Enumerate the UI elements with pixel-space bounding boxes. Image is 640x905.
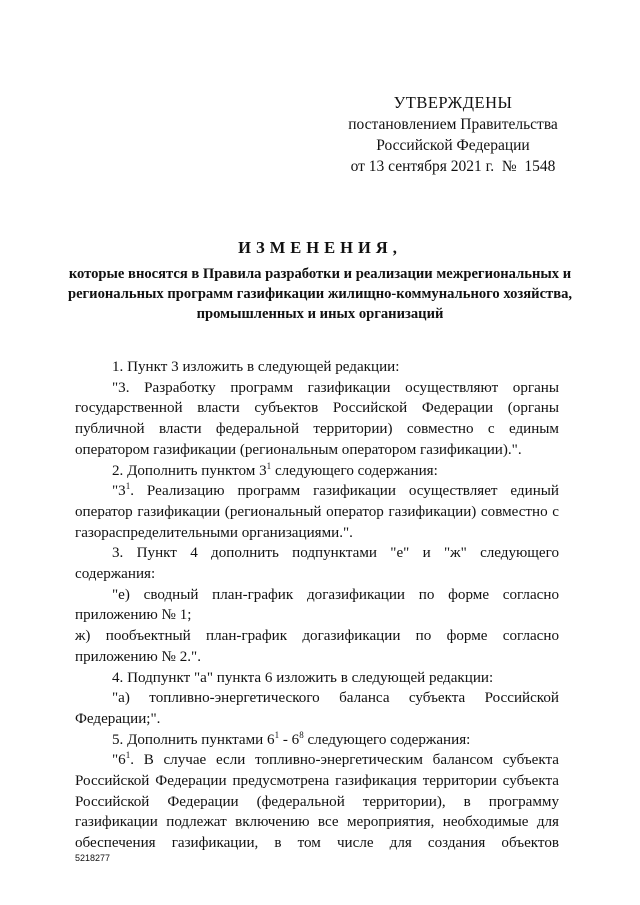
paragraph-5: 3. Пункт 4 дополнить подпунктами "е" и "ж" следующего содержания: — [75, 545, 559, 583]
document-body — [75, 357, 559, 854]
paragraph-8: 4. Подпункт "а" пункта 6 изложить в следующей редакции: — [112, 669, 494, 686]
paragraph-11 — [75, 750, 559, 854]
paragraph-3 — [75, 461, 559, 482]
superscript: 1 — [274, 729, 280, 740]
superscript: 1 — [266, 460, 272, 471]
paragraph-11-text-b: . В случае если топливно-энергетическим балансом субъекта Российской Федерации предусмотрена газификация территории субъекта Российской Федерации (федеральной территории), в программу газификации подлежат включению все мероприятия, необходимые для обеспечения газификации, в том числе для создания объектов — [75, 752, 559, 852]
approval-line-1: постановлением Правительства — [348, 116, 558, 133]
paragraph-10-text-b: - 6 — [279, 731, 300, 748]
paragraph-2: "3. Разработку программ газификации осуществляют органы государственной власти субъектов Российской Федерации (органы публичной власти федеральной территории) совместно с единым оператором газификации (региональным оператором газификации).". — [75, 379, 559, 458]
paragraph-10-text-a: 5. Дополнить пунктами 6 — [112, 731, 275, 748]
paragraph-3-text-a: 2. Дополнить пунктом 3 — [112, 462, 267, 479]
paragraph-4 — [75, 481, 559, 543]
paragraph-3-text-b: следующего содержания: — [271, 462, 438, 479]
document-number: 5218277 — [75, 853, 111, 863]
paragraph-9: "а) топливно-энергетического баланса субъекта Российской Федерации;". — [75, 690, 559, 727]
approval-block — [338, 92, 568, 177]
superscript: 1 — [125, 481, 131, 492]
document-title: ИЗМЕНЕНИЯ, — [238, 238, 402, 257]
paragraph-7: ж) пообъектный план-график догазификации по форме согласно приложению № 2.". — [75, 628, 559, 665]
superscript: 8 — [299, 729, 304, 740]
document-subtitle: которые вносятся в Правила разработки и реализации межрегиональных и региональных программ газификации жилищно-коммунального хозяйства, промышленных и иных организаций — [67, 266, 573, 322]
paragraph-6: "е) сводный план-график догазификации по форме согласно приложению № 1; — [75, 586, 559, 624]
approval-line-2: Российской Федерации — [376, 137, 530, 154]
paragraph-1: 1. Пункт 3 изложить в следующей редакции: — [112, 359, 400, 375]
paragraph-4-text-b: . Реализацию программ газификации осуществляет единый оператор газификации (региональный оператор газификации) совместно с газораспределительными организациями.". — [75, 483, 559, 541]
superscript: 1 — [125, 750, 131, 761]
paragraph-11-text-a: "6 — [112, 752, 126, 769]
approval-heading: УТВЕРЖДЕНЫ — [393, 93, 513, 112]
paragraph-10-text-c: следующего содержания: — [303, 731, 471, 748]
paragraph-4-text-a: "3 — [112, 483, 126, 500]
paragraph-10 — [75, 730, 559, 751]
approval-line-3: от 13 сентября 2021 г. № 1548 — [350, 158, 556, 175]
